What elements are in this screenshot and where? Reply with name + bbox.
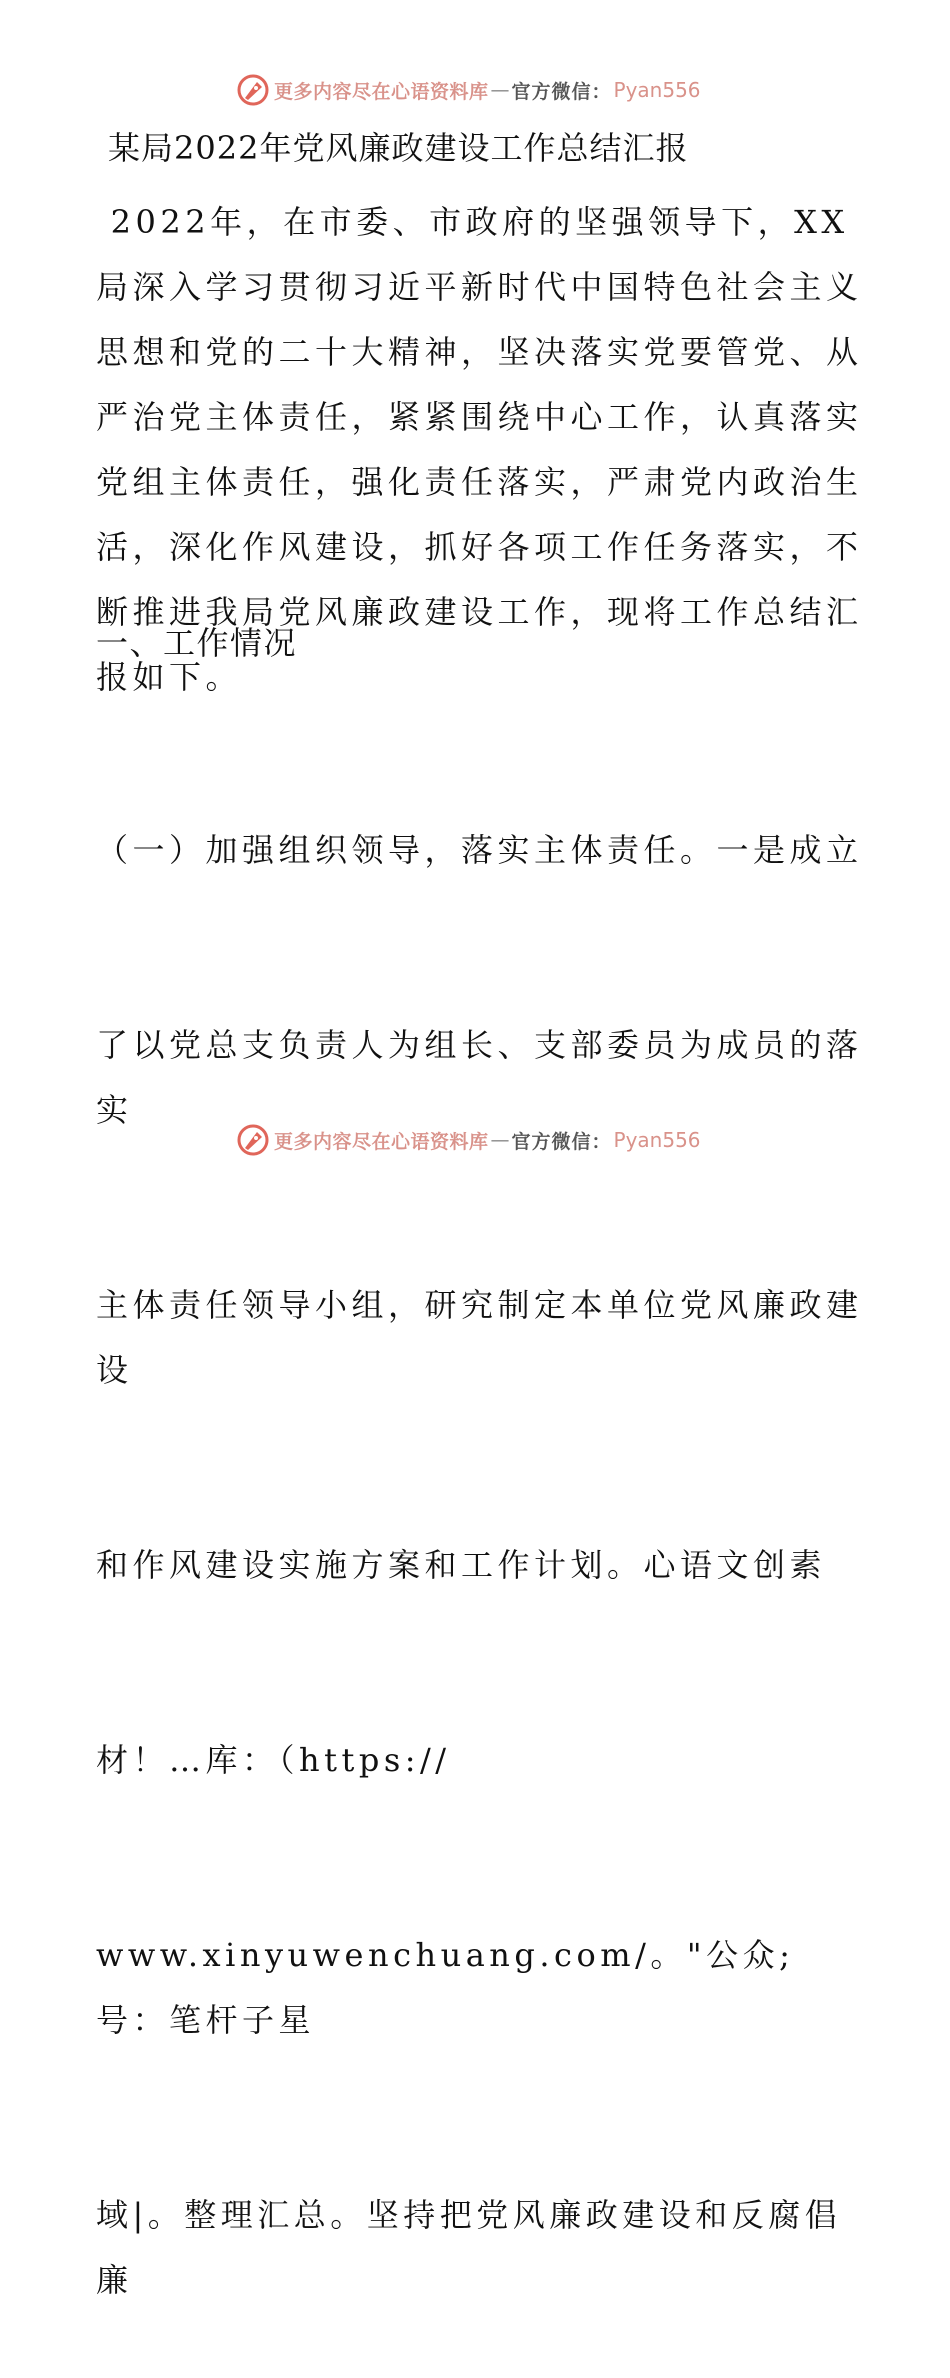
watermark-separator: —: [490, 1129, 510, 1151]
paragraph-line: 主体责任领导小组，研究制定本单位党风廉政建设: [96, 1286, 863, 1389]
pen-nib-logo-icon: [236, 1123, 270, 1157]
watermark-footer: [236, 1122, 701, 1158]
pen-nib-logo-icon: [236, 73, 270, 107]
paragraph-line: 域|。整理汇总。坚持把党风廉政建设和反腐倡廉: [96, 2196, 842, 2299]
section-heading: 一、工作情况: [96, 624, 298, 662]
paragraph-line: 和作风建设实施方案和工作计划。心语文创素: [96, 1546, 827, 1584]
paragraph-line: （一）加强组织领导，落实主体责任。一是成立: [96, 831, 863, 869]
intro-paragraph: 2022年，在市委、市政府的坚强领导下，XX局深入学习贯彻习近平新时代中国特色社会主义思想和党的二十大精神，坚决落实党要管党、从严治党主体责任，紧紧围绕中心工作，认真落实党组主体责任，强化责任落实，严肃党内政治生活，深化作风建设，抓好各项工作任务落实，不断推进我局党风廉政建设工作，现将工作总结汇报如下。: [96, 203, 863, 696]
watermark-main-text: 更多内容尽在心语资料库: [274, 1130, 489, 1153]
watermark-header: [236, 72, 701, 108]
document-title: 某局2022年党风廉政建设工作总结汇报: [108, 129, 689, 167]
paragraph-line: www.xinyuwenchuang.com/。"公众;号：笔杆子星: [96, 1936, 795, 2039]
paragraph-line: 材！…库：（https://: [96, 1741, 451, 1779]
watermark-sub-text: 官方微信：: [511, 1130, 612, 1153]
paragraph-line: 了以党总支负责人为组长、支部委员为成员的落实: [96, 1026, 863, 1129]
watermark-separator: —: [490, 79, 510, 101]
watermark-sub-text: 官方微信：: [511, 80, 612, 103]
section-paragraph: [96, 688, 866, 2378]
watermark-wechat-id: Pyan556: [613, 78, 701, 102]
watermark-wechat-id: Pyan556: [613, 1128, 701, 1152]
watermark-main-text: 更多内容尽在心语资料库: [274, 80, 489, 103]
